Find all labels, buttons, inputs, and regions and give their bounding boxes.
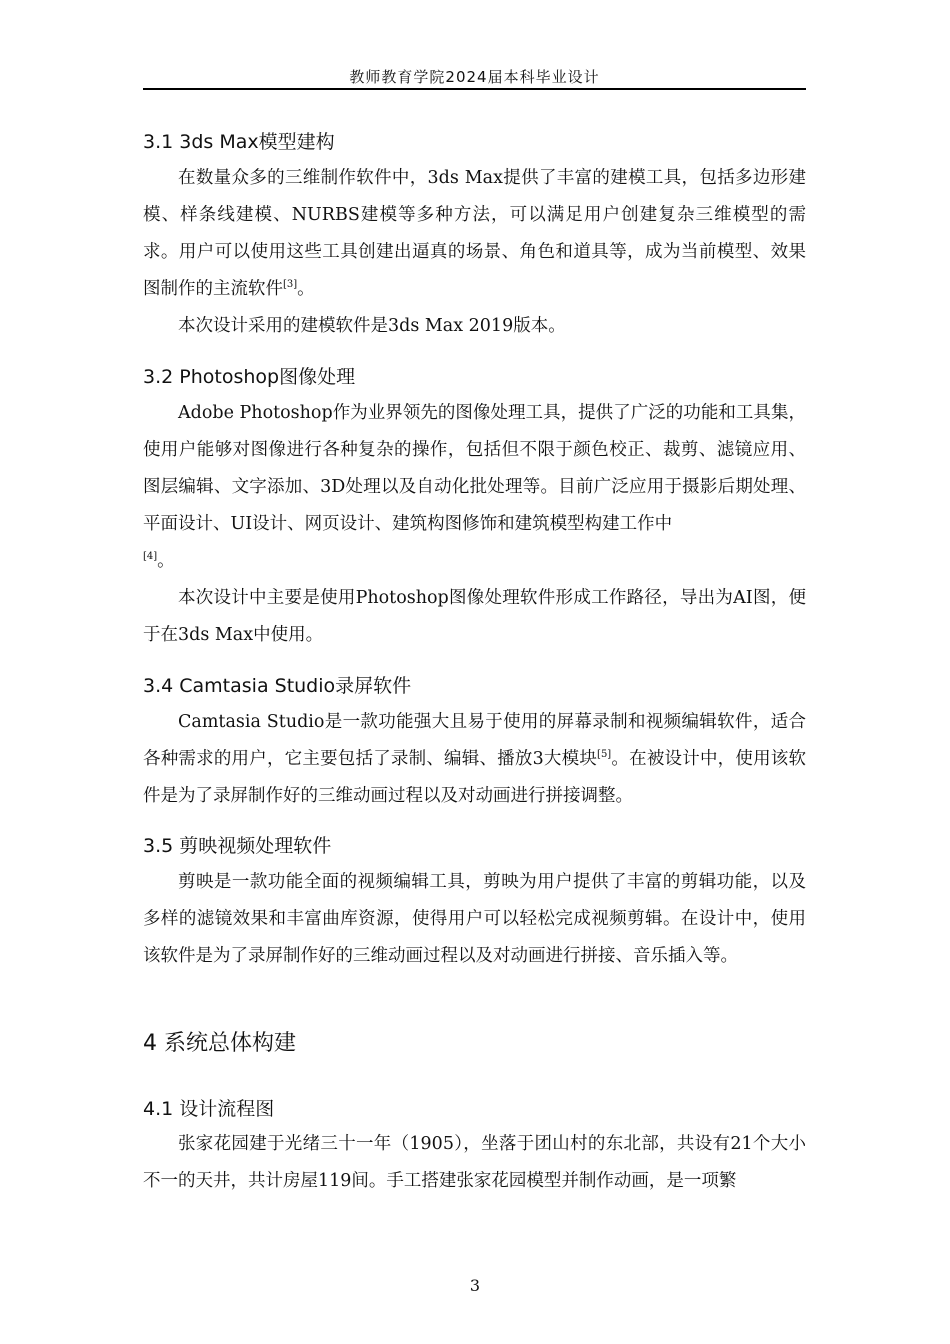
- paragraph-4-1-1: 张家花园建于光绪三十一年（1905），坐落于团山村的东北部，共设有21个大小不一的天井，共计房屋119间。手工搭建张家花园模型并制作动画，是一项繁: [143, 1134, 806, 1191]
- paragraph-end: 。: [297, 279, 315, 299]
- heading-4: 4 系统总体构建: [143, 1031, 296, 1056]
- paragraph-end: 。: [157, 551, 175, 571]
- heading-3-5: 3.5 剪映视频处理软件: [143, 835, 332, 857]
- heading-3-1: 3.1 3ds Max模型建构: [143, 131, 335, 153]
- heading-3-4: 3.4 Camtasia Studio录屏软件: [143, 675, 412, 697]
- citation: [4]: [143, 551, 158, 562]
- paragraph-3-1-2: 本次设计采用的建模软件是3ds Max 2019版本。: [178, 316, 566, 336]
- paragraph-3-2-2: 本次设计中主要是使用Photoshop图像处理软件形成工作路径，导出为AI图，便于在3ds Max中使用。: [143, 588, 806, 645]
- citation: [5]: [597, 749, 612, 760]
- paragraph-text: 在数量众多的三维制作软件中，3ds Max提供了丰富的建模工具，包括多边形建模、样条线建模、NURBS建模等多种方法，可以满足用户创建复杂三维模型的需求。用户可以使用这些工具创建出逼真的场景、角色和道具等，成为当前模型、效果图制作的主流软件: [143, 168, 806, 299]
- citation: [3]: [283, 279, 298, 290]
- header-rule: [143, 88, 806, 90]
- heading-3-2: 3.2 Photoshop图像处理: [143, 366, 356, 388]
- page-number: 3: [469, 1276, 481, 1295]
- paragraph-text: Adobe Photoshop作为业界领先的图像处理工具，提供了广泛的功能和工具集，使用户能够对图像进行各种复杂的操作，包括但不限于颜色校正、裁剪、滤镜应用、图层编辑、文字添加、3D处理以及自动化批处理等。目前广泛应用于摄影后期处理、平面设计、UI设计、网页设计、建筑构图修饰和建筑模型构建工作中: [143, 403, 806, 534]
- paragraph-3-2-1: [143, 395, 806, 580]
- paragraph-end: 。在被设计中，使用该软件是为了录屏制作好的三维动画过程以及对动画进行拼接调整。: [143, 749, 807, 806]
- running-header: 教师教育学院2024届本科毕业设计: [349, 68, 600, 86]
- paragraph-3-4-1: [143, 704, 806, 815]
- heading-4-1: 4.1 设计流程图: [143, 1098, 275, 1120]
- paragraph-3-5-1: 剪映是一款功能全面的视频编辑工具，剪映为用户提供了丰富的剪辑功能，以及多样的滤镜效果和丰富曲库资源，使得用户可以轻松完成视频剪辑。在设计中，使用该软件是为了录屏制作好的三维动画过程以及对动画进行拼接、音乐插入等。: [143, 872, 806, 966]
- paragraph-3-1-1: [143, 160, 806, 308]
- paragraph-text: Camtasia Studio是一款功能强大且易于使用的屏幕录制和视频编辑软件，适合各种需求的用户，它主要包括了录制、编辑、播放3大模块: [143, 712, 806, 769]
